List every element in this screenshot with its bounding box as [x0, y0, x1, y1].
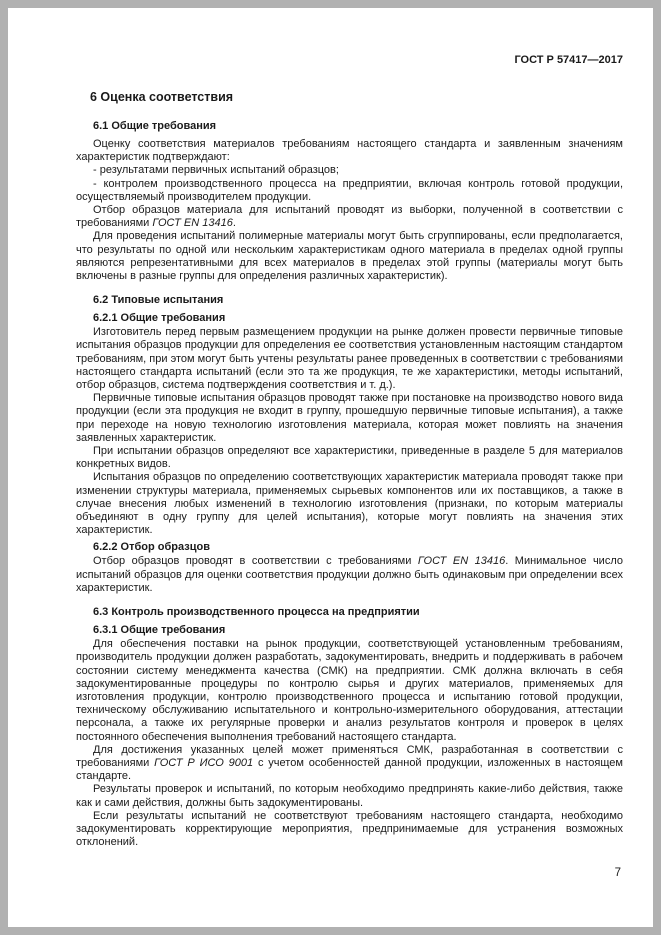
subsection-6-2-1-heading: 6.2.1 Общие требования	[93, 312, 226, 325]
subsection-6-2-2-heading: 6.2.2 Отбор образцов	[93, 541, 210, 554]
paragraph	[76, 204, 623, 230]
subsection-6-3-1-heading: 6.3.1 Общие требования	[93, 624, 226, 637]
standard-reference: ГОСТ Р ИСО 9001	[154, 756, 254, 769]
paragraph: Изготовитель перед первым размещением продукции на рынке должен провести первичные типовые испытания образцов продукции для определения ее соответствия установленным настоящим стандартом требованиям, при этом могут быть учтены результаты ранее проведенных в соответствии с требованиями настоящего стандарта испытаний (если это та же продукция, те же характеристики, методы испытаний, отбор образцов, система подтверждения соответствия и т. д.).	[76, 326, 623, 392]
list-item: - результатами первичных испытаний образцов;	[93, 164, 339, 177]
paragraph: Оценку соответствия материалов требованиям настоящего стандарта и заявленным значениям характеристик подтверждают:	[76, 138, 623, 164]
standard-number: ГОСТ Р 57417—2017	[514, 54, 623, 66]
page-number: 7	[614, 867, 621, 879]
paragraph	[76, 555, 623, 595]
paragraph: Для обеспечения поставки на рынок продукции, соответствующей установленным требованиям, производитель продукции должен разработать, задокументировать, внедрить и поддерживать в рабочем состоянии систему менеджмента качества (СМК) на предприятии. СМК должна включать в себя задокументированные процедуры по контролю сырья и других материалов, применяемых для изготовления продукции, контролю производственного процесса и испытанию готовой продукции, техническому обслуживанию испытательного и контрольно-измерительного оборудования, аттестации персонала, а также их регулярные проверки и анализ результатов контроля и проверок в целях постоянного обеспечения выполнения требований настоящего стандарта.	[76, 638, 623, 743]
paragraph: Для проведения испытаний полимерные материалы могут быть сгруппированы, если предполагается, что результаты по одной или нескольким характеристикам одного материала в пределах одной группы являются репрезентативными для всех материалов в пределах этой группы (материалы могут быть включены в разные группы для определения различных характеристик).	[76, 230, 623, 283]
subsection-6-2-heading: 6.2 Типовые испытания	[93, 294, 224, 307]
paragraph-text: Для достижения указанных целей может применяться СМК, разработанная в соответствии с требованиями	[76, 743, 623, 769]
document-header	[76, 54, 623, 66]
paragraph-text: . Минимальное число испытаний образцов для оценки соответствия продукции должно быть одинаковым при определении всех характеристик.	[76, 555, 623, 594]
document-page	[8, 8, 653, 927]
paragraph-text: Отбор образцов проводят в соответствии с требованиями	[93, 555, 418, 568]
paragraph	[76, 744, 623, 784]
paragraph: Испытания образцов по определению соответствующих характеристик материала проводят также при изменении структуры материала, применяемых сырьевых компонентов или их поставщиков, а также в случае внесения любых изменений в технологию изготовления (признаки, по которым материалы объединяют в одну группу для целей испытания), которые могут повлиять на значения этих характеристик.	[76, 471, 623, 537]
paragraph: При испытании образцов определяют все характеристики, приведенные в разделе 5 для материалов конкретных видов.	[76, 445, 623, 471]
standard-reference: ГОСТ EN 13416	[152, 217, 233, 230]
paragraph-text: .	[232, 217, 236, 230]
paragraph-text: Отбор образцов материала для испытаний проводят из выборки, полученной в соответствии с требованиями	[76, 204, 623, 230]
paragraph: Результаты проверок и испытаний, по которым необходимо предпринять какие-либо действия, также как и сами действия, должны быть задокументированы.	[76, 783, 623, 809]
subsection-6-1-heading: 6.1 Общие требования	[93, 120, 217, 132]
paragraph-text: с учетом особенностей данной продукции, изложенных в настоящем стандарте.	[76, 756, 623, 783]
paragraph: Первичные типовые испытания образцов проводят также при постановке на производство нового вида продукции (если эта продукция не входит в группу, прошедшую первичные типовые испытания), а также при переходе на новую технологию изготовления материала, которая может повлиять на значения заявленных характеристик.	[76, 392, 623, 444]
standard-reference: ГОСТ EN 13416	[417, 555, 506, 568]
section-6-heading: 6 Оценка соответствия	[90, 90, 234, 104]
subsection-6-3-heading: 6.3 Контроль производственного процесса на предприятии	[93, 606, 420, 619]
list-item: - контролем производственного процесса на предприятии, включая контроль готовой продукции, осуществляемый производителем продукции.	[76, 177, 623, 203]
paragraph: Если результаты испытаний не соответствуют требованиям настоящего стандарта, необходимо задокументировать корректирующие мероприятия, предпринимаемые для устранения возможных отклонений.	[76, 809, 623, 849]
